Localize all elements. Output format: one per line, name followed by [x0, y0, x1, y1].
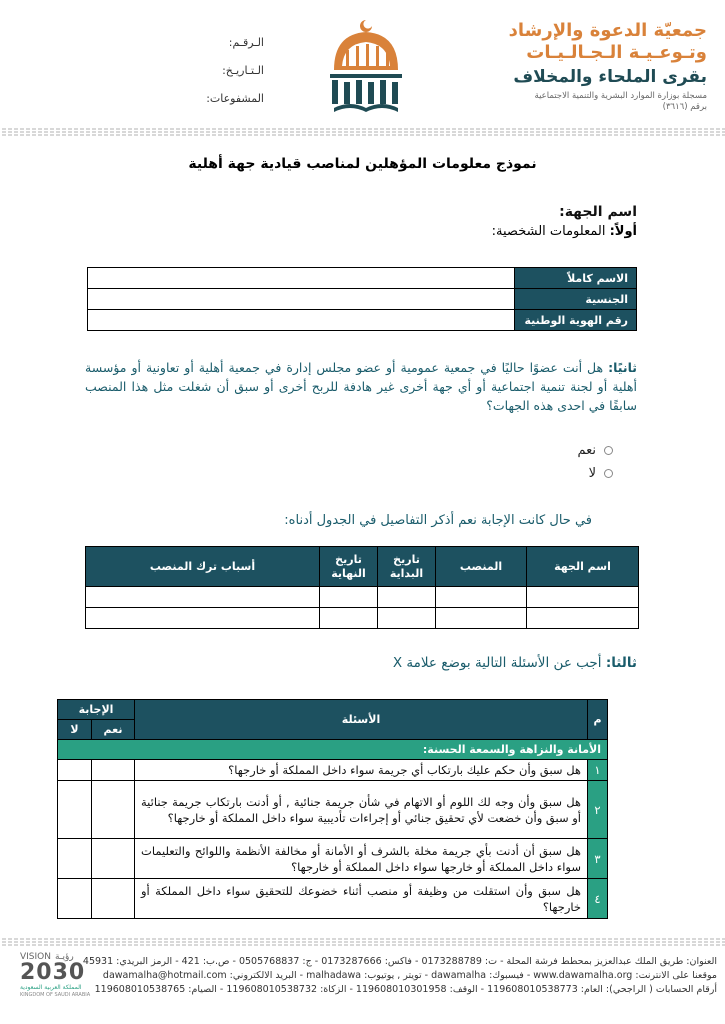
table-header-row	[86, 547, 639, 587]
table-cell[interactable]	[320, 587, 378, 608]
entity-name-label: اسم الجهة:	[559, 204, 637, 220]
question-text: هل سبق أن أدنت بأي جريمة مخلة بالشرف أو الأمانة أو مخالفة الأنظمة واللوائح والتعليمات سواء داخل المملكة أو خارجها سواء داخل المملكة أو خارجها؟	[135, 839, 588, 879]
col-entity-name: اسم الجهة	[527, 547, 639, 587]
col-position: المنصب	[436, 547, 527, 587]
full-name-input[interactable]	[88, 268, 515, 289]
questions-table	[57, 699, 608, 919]
section2-prefix: ثانيًا:	[608, 360, 637, 375]
vision-2030-logo	[20, 952, 110, 999]
table-cell[interactable]	[86, 608, 320, 629]
org-name-line2: وتـوعـيـة الـجـالـيـات	[526, 42, 707, 63]
vision-year: 2030	[20, 960, 86, 985]
option-no[interactable]	[589, 466, 613, 481]
table-cell[interactable]	[320, 608, 378, 629]
full-name-label: الاسم كاملاً	[515, 268, 637, 289]
answer-yes-cell[interactable]	[92, 839, 135, 879]
section2-question	[85, 358, 637, 415]
logo-icon	[320, 16, 412, 116]
vision-kingdom-en: KINGDOM OF SAUDI ARABIA	[20, 992, 91, 998]
question-text: هل سبق وأن وجه لك اللوم أو الاتهام في شأن جريمة جنائية , أو أدنت بارتكاب جريمة جنائية أو سبق وأن خضعت لأي تحقيق جنائي أو إجراءات تأديبية سواء داخل المملكة أو خارجها؟	[135, 781, 588, 839]
table-header-row	[58, 700, 608, 720]
table-row	[86, 608, 639, 629]
radio-no[interactable]	[604, 469, 613, 478]
answer-yes-cell[interactable]	[92, 781, 135, 839]
question-number: ٤	[588, 879, 608, 919]
section3-label: أجب عن الأسئلة التالية بوضع علامة X	[392, 655, 606, 671]
footer-contact	[82, 956, 717, 995]
details-prompt: في حال كانت الإجابة نعم أذكر التفاصيل في الجدول أدناه:	[284, 513, 592, 528]
answer-no-cell[interactable]	[58, 839, 92, 879]
table-row	[58, 879, 608, 919]
table-cell[interactable]	[436, 587, 527, 608]
col-end-date: تاريخ النهاية	[320, 547, 378, 587]
number-label: الـرقـم:	[228, 36, 264, 49]
section3-heading	[393, 655, 637, 671]
nationality-label: الجنسية	[515, 289, 637, 310]
question-text: هل سبق وأن حكم عليك بارتكاب أي جريمة سواء داخل المملكة أو خارجها؟	[135, 760, 588, 781]
col-questions: الأسئلة	[135, 700, 588, 740]
table-cell[interactable]	[527, 587, 639, 608]
nationality-input[interactable]	[88, 289, 515, 310]
question-number: ٢	[588, 781, 608, 839]
table-row	[58, 781, 608, 839]
reference-fields	[164, 36, 264, 120]
attachments-label: المشفوعات:	[206, 92, 264, 105]
answer-yes-cell[interactable]	[92, 879, 135, 919]
col-no: لا	[58, 720, 92, 740]
personal-info-table	[87, 267, 637, 331]
date-label: الـتـاريـخ:	[222, 64, 264, 77]
category-integrity: الأمانة والنزاهة والسمعة الحسنة:	[58, 740, 608, 760]
decorative-border-bottom	[0, 938, 725, 947]
table-row	[88, 310, 637, 331]
footer-accounts: أرقام الحسابات ( الراجحي): العام: 119608010538773 - الوقف: 119608010301958 - الزكاة: 119608010538732 - الصيام: 119608010538765	[94, 984, 717, 995]
table-row	[86, 587, 639, 608]
section1-heading	[492, 224, 637, 239]
org-name-line1: جمعيّة الدعوة والإرشاد	[508, 20, 707, 41]
col-leave-reasons: أسباب ترك المنصب	[86, 547, 320, 587]
category-row	[58, 740, 608, 760]
section1-prefix: أولاً:	[609, 224, 637, 239]
org-registration-number: برقم (٣٦١٦)	[662, 102, 707, 112]
table-row	[58, 760, 608, 781]
answer-no-cell[interactable]	[58, 879, 92, 919]
footer-address: العنوان: طريق الملك عبدالعزيز بمحطط فرشة المحلة - ت: 0173288789 - فاكس: 0173287666 - ج: 0505768837 - ص.ب: 421 - الرمز البريدي: 45931	[82, 956, 717, 967]
question-number: ١	[588, 760, 608, 781]
section3-prefix: ثالثا:	[605, 655, 637, 671]
table-row	[58, 839, 608, 879]
table-cell[interactable]	[378, 587, 436, 608]
col-answer: الإجابة	[58, 700, 135, 720]
table-row	[88, 289, 637, 310]
answer-yes-cell[interactable]	[92, 760, 135, 781]
vision-kingdom-ar: المملكة العربية السعودية	[20, 984, 82, 991]
national-id-input[interactable]	[88, 310, 515, 331]
vision-arabic: رؤيـة	[55, 952, 74, 962]
table-row	[88, 268, 637, 289]
section1-label: المعلومات الشخصية:	[491, 224, 610, 239]
footer-online: موقعنا على الانترنت: www.dawamalha.org - فيسبوك: dawamalha - تويتر , يوتيوب: malhadawa - البريد الالكتروني: dawamalha@hotmail.com	[102, 970, 717, 981]
question-text: هل سبق وأن استقلت من وظيفة أو منصب أثناء خضوعك للتحقيق سواء داخل المملكة أو خارجها؟	[135, 879, 588, 919]
option-yes[interactable]	[577, 443, 613, 458]
col-yes: نعم	[92, 720, 135, 740]
table-cell[interactable]	[436, 608, 527, 629]
option-no-label: لا	[588, 466, 596, 481]
org-name-block	[487, 20, 707, 113]
radio-yes[interactable]	[604, 446, 613, 455]
decorative-border-top	[0, 128, 725, 137]
option-yes-label: نعم	[577, 443, 596, 458]
answer-no-cell[interactable]	[58, 760, 92, 781]
table-cell[interactable]	[378, 608, 436, 629]
answer-no-cell[interactable]	[58, 781, 92, 839]
col-start-date: تاريخ البداية	[378, 547, 436, 587]
vision-label: VISION	[20, 952, 51, 962]
col-number: م	[588, 700, 608, 740]
positions-table	[85, 546, 639, 629]
question-number: ٣	[588, 839, 608, 879]
section2-text: هل أنت عضوًا حاليًا في جمعية عمومية أو عضو مجلس إدارة في جمعية أهلية أو تعاونية أو مؤسسة أهلية أو لجنة تنمية اجتماعية أو أي جهة أخرى غير هادفة للربح أخرى أو سبق أن شغلت مثل هذا المنصب سابقًا في احدى هذه الجهات؟	[85, 360, 637, 413]
national-id-label: رقم الهوية الوطنية	[515, 310, 637, 331]
form-title: نموذج معلومات المؤهلين لمناصب قيادية جهة أهلية	[188, 156, 537, 172]
table-cell[interactable]	[86, 587, 320, 608]
table-cell[interactable]	[527, 608, 639, 629]
org-registration: مسجلة بوزارة الموارد البشرية والتنمية الاجتماعية	[534, 91, 707, 101]
organization-logo	[320, 16, 412, 116]
org-name-line3: بقرى الملحاء والمخلاف	[513, 67, 707, 87]
